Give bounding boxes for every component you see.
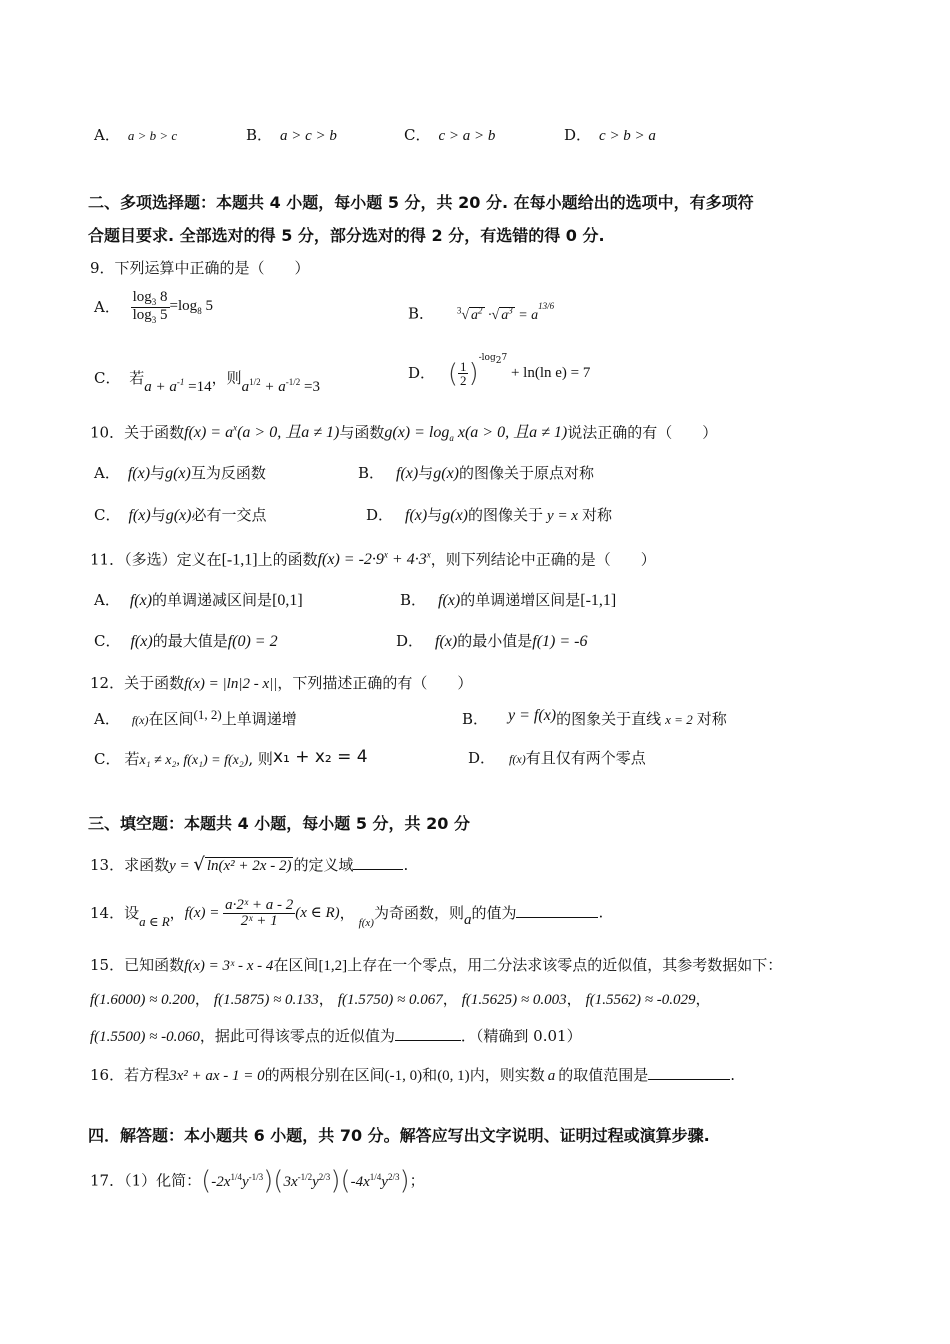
text: ，据此可得该零点的近似值为	[199, 1027, 395, 1045]
var-y: y	[241, 1173, 249, 1190]
fx: f(x)	[130, 633, 153, 650]
option-expr: c > a > b	[438, 128, 496, 144]
f-cond: (a > 0, 且a ≠ 1)	[237, 424, 340, 442]
fraction	[223, 898, 295, 929]
paren: )	[330, 1166, 341, 1196]
denominator: 2ˣ + 1	[240, 913, 278, 929]
option-label: D．	[366, 506, 394, 524]
radicand: ln(x² + 2x - 2)	[206, 858, 292, 874]
text: 11．（多选）定义在	[90, 550, 222, 569]
fx: f(x) =	[184, 905, 224, 921]
fx: f(x)	[509, 752, 526, 766]
text: 与	[418, 464, 434, 482]
option-label: B．	[462, 710, 489, 728]
fx: f(x)	[396, 465, 419, 482]
variable: a	[463, 911, 472, 928]
function-f	[184, 424, 339, 441]
interval: (0, 1)	[437, 1068, 470, 1084]
fx: f(x)	[438, 592, 461, 609]
func-exp: x	[426, 550, 431, 560]
option-label: A．	[94, 464, 120, 482]
paren: (	[340, 1166, 351, 1196]
text: 在区间	[148, 710, 194, 728]
section3-heading: 三、填空题：本题共 4 小题，每小题 5 分，共 20 分	[88, 814, 470, 833]
term-1	[211, 1171, 264, 1190]
text: 的图象关于直线	[556, 710, 662, 728]
cond-rhs: =14	[184, 379, 212, 395]
option-label: A．	[94, 126, 120, 144]
variable: a	[547, 1068, 556, 1084]
line-eq: x = 2	[665, 712, 693, 727]
result: x₁ + x₂ = 4	[272, 747, 368, 767]
gx: g(x)	[442, 507, 469, 524]
log-rhs	[170, 298, 213, 314]
text: 上的函数	[257, 550, 318, 569]
text: 14．设	[90, 904, 140, 922]
q8-option-c	[404, 128, 495, 144]
log-fraction	[131, 290, 170, 325]
q12-option-b	[462, 707, 727, 728]
section2-heading-line2: 合题目要求. 全部选对的得 5 分，部分选对的得 2 分，有选错的得 0 分.	[88, 226, 605, 245]
text: 对称	[696, 710, 727, 728]
coef: -2x	[211, 1173, 231, 1190]
q12-option-a	[94, 707, 297, 728]
log-arg: 8	[156, 289, 168, 305]
paren: )	[468, 358, 479, 389]
text: 与函数	[339, 423, 385, 442]
log-text: =log	[169, 298, 198, 314]
gx: g(x)	[433, 465, 460, 482]
section4-heading: 四．解答题：本小题共 6 小题，共 70 分。解答应写出文字说明、证明过程或演算步骤.	[88, 1126, 710, 1145]
exp-text: -log	[478, 353, 496, 363]
text: 13．求函数	[90, 856, 170, 874]
numerator: a·2ˣ + a - 2	[225, 897, 294, 913]
exp-base: 2	[495, 355, 502, 366]
condition	[144, 379, 211, 395]
equation: 3x² + ax - 1 = 0	[169, 1068, 265, 1084]
fx: f(x)	[127, 465, 151, 482]
text: 有且仅有两个零点	[525, 749, 646, 767]
func-part: + 4·3	[387, 551, 427, 569]
text: 16．若方程	[90, 1066, 170, 1084]
condition: x₁ ≠ x₂, f(x₁) = f(x₂)	[139, 753, 249, 768]
f-base: f(x) = a	[184, 424, 234, 442]
term-3	[350, 1171, 400, 1190]
text: 说法正确的有（ ）	[567, 423, 718, 442]
text: ；	[409, 1171, 425, 1190]
q16: 16．若方程3x² + ax - 1 = 0的两根分别在区间(-1, 0)和(0, 1)内，则实数 a 的取值范围是 .	[90, 1066, 735, 1084]
text: 为奇函数，则	[373, 904, 464, 922]
half-fraction: $\frac{1}{2}$	[459, 359, 467, 388]
log-base: 8	[197, 306, 202, 316]
exp: 2/3	[387, 1171, 400, 1182]
q12-stem	[90, 676, 472, 692]
exp: 1/4	[369, 1171, 382, 1182]
q13: 13．求函数y = √ ln(x² + 2x - 2) 的定义域 .	[90, 854, 409, 875]
func-part: f(x) = -2·9	[317, 551, 384, 569]
option-label: D．	[408, 364, 436, 382]
option-expr: c > b > a	[599, 128, 656, 144]
paren: (	[201, 1166, 212, 1196]
data-value: f(1.5562) ≈ -0.029	[585, 992, 696, 1008]
text: ，则	[211, 369, 242, 387]
text: 的定义域	[293, 856, 354, 874]
option-expr: a > c > b	[280, 128, 337, 144]
text: 和	[422, 1066, 438, 1084]
text: ．（精确到 0.01）	[460, 1027, 582, 1045]
interval: (-1, 0)	[384, 1068, 423, 1084]
text: 上存在一个零点，用二分法求该零点的近似值，其参考数据如下：	[347, 956, 783, 974]
fx: f(x)	[129, 592, 153, 609]
q17	[90, 1168, 425, 1194]
fx: f(x)	[405, 507, 428, 524]
function: f(x) = 3ˣ - x - 4	[184, 958, 274, 974]
q11-option-d	[396, 634, 587, 650]
exp: 1/4	[230, 1171, 242, 1182]
answer-blank[interactable]	[648, 1067, 730, 1080]
data-value: f(1.5625) ≈ 0.003	[461, 992, 567, 1008]
var-y: y	[312, 1173, 319, 1190]
option-label: B．	[408, 304, 435, 323]
log-arg: 5	[201, 298, 213, 314]
q9-option-b	[408, 301, 555, 323]
option-label: D．	[468, 749, 496, 767]
q10-stem	[90, 424, 717, 444]
option-label: C．	[94, 369, 121, 387]
func-exp: x	[383, 550, 388, 560]
option-label: C．	[94, 506, 121, 524]
cond-exp: -1	[176, 377, 185, 387]
q8-option-d	[564, 128, 656, 144]
answer-blank[interactable]	[395, 1028, 461, 1041]
exp: -1/2	[297, 1171, 313, 1182]
fx: f(x)	[128, 507, 151, 524]
line-eq: y = x	[547, 508, 578, 524]
f-exp: x	[233, 423, 238, 433]
text: 若	[124, 750, 140, 768]
coef: 3x	[283, 1173, 298, 1190]
fx: f(x)	[131, 713, 149, 727]
q10-option-b	[358, 466, 594, 482]
q11-option-a	[94, 593, 303, 609]
text: 的图像关于原点对称	[459, 464, 595, 482]
section2-heading-line1: 二、多项选择题：本题共 4 小题，每小题 5 分，共 20 分. 在每小题给出的选项中，有多项符	[88, 193, 754, 212]
text: 与	[427, 506, 443, 524]
g-sub: a	[449, 433, 454, 444]
log-base: 3	[151, 315, 157, 325]
result-expression: $a^{1/2} + a^{-1/2} =3$	[241, 377, 320, 395]
text: 若	[129, 369, 145, 387]
value: f(1) = -6	[532, 633, 588, 650]
text: 15．已知函数	[90, 956, 185, 974]
text: 的取值范围是	[558, 1066, 649, 1084]
radical-expression: $^3$√ $a^2$ ·√ $a^3 = a^{13/6}$	[456, 301, 555, 323]
option-label: A．	[94, 591, 120, 609]
text: 的单调递减区间是	[152, 591, 273, 609]
q11-option-c	[94, 634, 278, 650]
g-arg: x	[453, 424, 465, 442]
gx: g(x)	[165, 507, 192, 524]
paren: (	[447, 358, 458, 389]
g-cond: (a > 0, 且a ≠ 1)	[464, 424, 568, 442]
q12-option-c	[94, 747, 368, 768]
fx: f(x)	[435, 633, 458, 650]
q9-option-a	[94, 290, 213, 325]
q8-option-b	[246, 128, 337, 144]
text: 上单调递增	[221, 710, 297, 728]
exp-arg: 7	[501, 353, 508, 363]
data-value: f(1.6000) ≈ 0.200	[90, 992, 195, 1008]
sqrt-sign: √	[193, 854, 205, 875]
data-value: f(1.5750) ≈ 0.067	[337, 992, 443, 1008]
log-arg: 5	[156, 307, 168, 323]
interval: [0,1]	[272, 592, 303, 609]
exp: -1/3	[248, 1171, 264, 1182]
q15-line3	[90, 1028, 582, 1045]
q10-option-d	[366, 508, 612, 524]
option-label: D．	[396, 632, 424, 650]
text: 的单调递增区间是	[460, 591, 581, 609]
result-rhs: =3	[300, 379, 320, 395]
text: 与	[150, 464, 166, 482]
text: 的两根分别在区间	[264, 1066, 385, 1084]
text: ，则下列结论中正确的是（ ）	[430, 550, 656, 569]
q10-option-c	[94, 508, 266, 524]
text: 的图像关于	[468, 506, 544, 524]
text: , 则	[248, 750, 273, 768]
text: 对称	[581, 506, 612, 524]
option-label: B．	[400, 591, 427, 609]
q15-line1	[90, 958, 782, 974]
log-base: 3	[151, 297, 157, 307]
paren: )	[263, 1166, 274, 1196]
function	[318, 551, 431, 568]
domain: (x ∈ R)	[295, 905, 340, 921]
q9-stem: 9．下列运算中正确的是（ ）	[90, 259, 310, 277]
text: 10．关于函数	[90, 423, 185, 442]
option-label: B．	[246, 126, 273, 144]
text: 互为反函数	[190, 464, 266, 482]
option-expr: a > b > c	[127, 128, 178, 143]
g-base: g(x) = log	[384, 424, 450, 442]
q9-option-d	[408, 353, 591, 389]
text: ，下列描述正确的有（ ）	[277, 674, 473, 692]
q11-option-b	[400, 593, 616, 609]
option-label: A．	[94, 710, 120, 728]
paren: )	[399, 1166, 410, 1196]
option-label: B．	[358, 464, 385, 482]
data-value: f(1.5500) ≈ -0.060	[90, 1029, 200, 1045]
option-label: C．	[94, 750, 121, 768]
interval: [1,2]	[318, 958, 348, 974]
q10-option-a	[94, 466, 266, 482]
fx: y = f(x)	[508, 707, 557, 724]
text: 的最小值是	[457, 632, 533, 650]
text: 12．关于函数	[90, 674, 185, 692]
q14: 14．设a ∈ R，f(x) = $\frac{\text{a·2ˣ + a - 2}}{\text{2ˣ + 1}}$ (x ∈ R)，$_{f(x)}$为奇函数，则a的值为 .	[90, 897, 604, 929]
q15-line2: f(1.6000) ≈ 0.200， f(1.5875) ≈ 0.133， f(1.5750) ≈ 0.067， f(1.5625) ≈ 0.003， f(1.5562) ≈ -0.029，	[90, 990, 711, 1008]
log-text: log	[132, 289, 152, 305]
paren: (	[273, 1166, 284, 1196]
interval: [-1,1]	[580, 592, 617, 609]
text: 必有一交点	[191, 506, 267, 524]
value: f(0) = 2	[227, 633, 278, 650]
option-label: C．	[404, 126, 431, 144]
text: 的最大值是	[152, 632, 228, 650]
text: 在区间	[273, 956, 319, 974]
log-text: log	[132, 307, 152, 323]
coef: -4x	[350, 1173, 370, 1190]
text: 17．（1）化简：	[90, 1171, 202, 1190]
term-2	[283, 1171, 331, 1190]
data-value: f(1.5875) ≈ 0.133	[213, 992, 319, 1008]
q12-option-d	[468, 751, 646, 766]
option-label: C．	[94, 632, 121, 650]
rest-expression: + ln(ln e) = 7	[507, 365, 591, 381]
option-label: A．	[94, 298, 120, 316]
var-y: y	[381, 1173, 388, 1190]
q11-stem	[90, 551, 656, 568]
q8-option-a	[94, 128, 177, 143]
text: 内，则实数	[469, 1066, 545, 1084]
option-label: D．	[564, 126, 592, 144]
function: f(x) = |ln|2 - x||	[184, 676, 278, 692]
answer-blank[interactable]	[516, 905, 598, 918]
interval: [-1,1]	[221, 551, 258, 569]
q9-option-c	[94, 369, 320, 395]
cond-base: a + a	[144, 379, 177, 395]
gx: g(x)	[165, 465, 191, 482]
exponent	[478, 353, 508, 366]
interval: (1, 2)	[193, 707, 222, 722]
condition: a ∈ R	[139, 913, 170, 929]
exp: 2/3	[318, 1171, 331, 1182]
function-g	[384, 424, 568, 444]
answer-blank[interactable]	[353, 857, 403, 870]
func-lhs: y =	[169, 858, 194, 874]
text: 的值为	[471, 904, 517, 922]
text: 与	[150, 506, 166, 524]
